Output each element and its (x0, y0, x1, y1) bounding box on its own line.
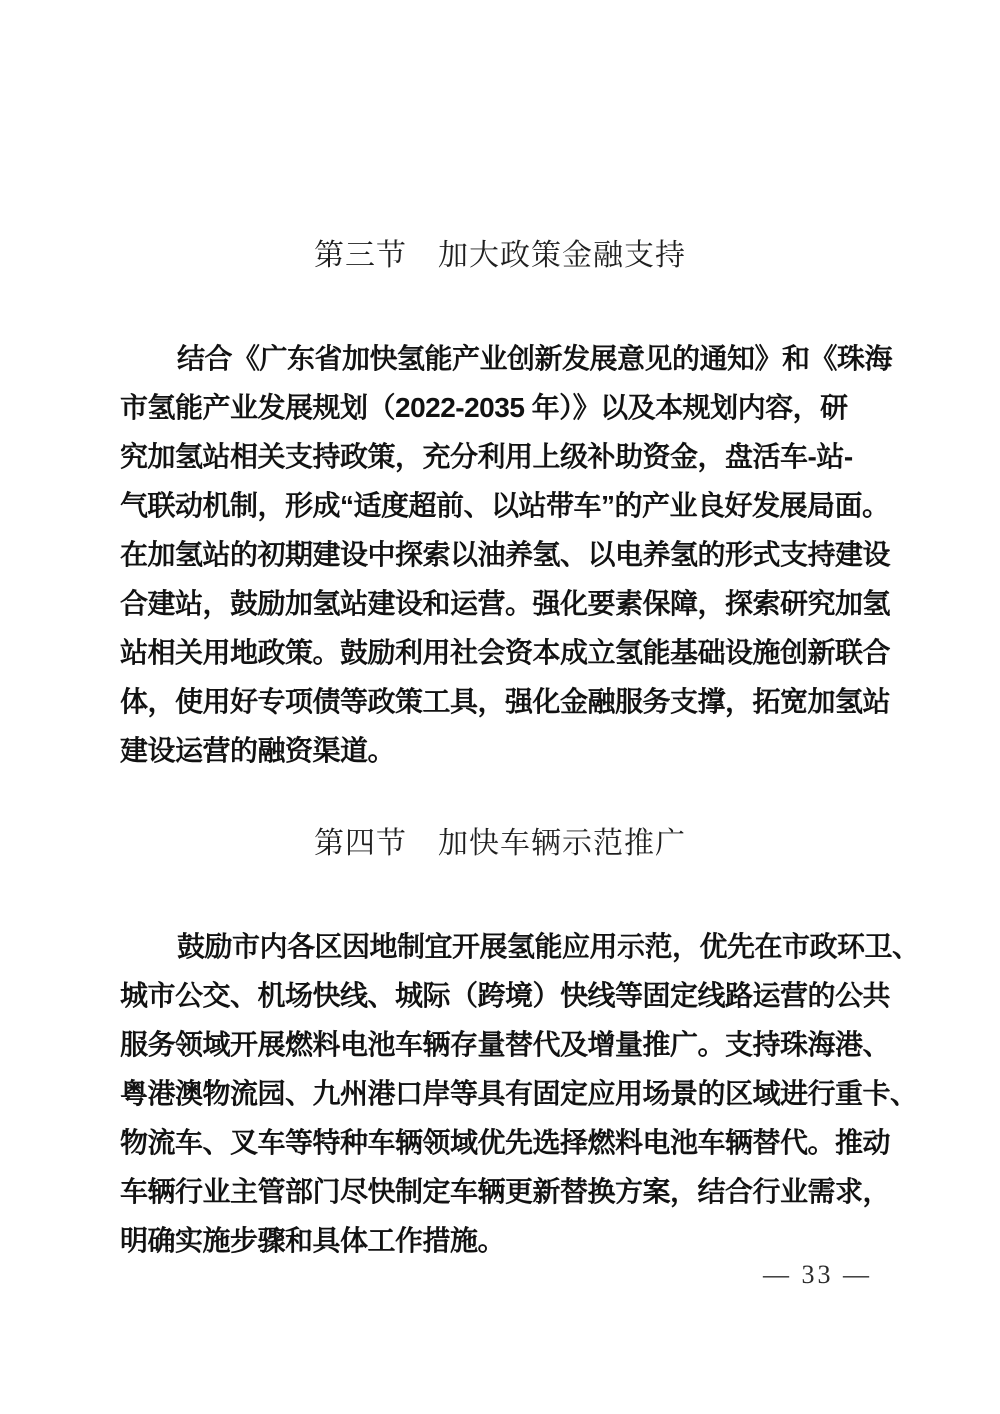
paragraph-line: 体，使用好专项债等政策工具，强化金融服务支撑，拓宽加氢站 (120, 686, 891, 717)
paragraph-line: 城市公交、机场快线、城际（跨境）快线等固定线路运营的公共 (120, 980, 891, 1011)
paragraph-line: 服务领域开展燃料电池车辆存量替代及增量推广。支持珠海港、 (120, 1029, 891, 1060)
paragraph-line: 物流车、叉车等特种车辆领域优先选择燃料电池车辆替代。推动 (120, 1127, 891, 1158)
paragraph-line: 鼓励市内各区因地制宜开展氢能应用示范，优先在市政环卫、 (177, 931, 920, 962)
paragraph-line: 建设运营的融资渠道。 (120, 735, 396, 766)
paragraph-line: 在加氢站的初期建设中探索以油养氢、以电养氢的形式支持建设 (120, 539, 891, 570)
paragraph-line: 粤港澳物流园、九州港口岸等具有固定应用场景的区域进行重卡、 (120, 1078, 918, 1109)
section-heading-4: 第四节 加快车辆示范推广 (314, 827, 686, 860)
paragraph-line: 究加氢站相关支持政策，充分利用上级补助资金，盘活车-站- (120, 441, 853, 472)
paragraph-line: 市氢能产业发展规划（2022-2035 年）》以及本规划内容，研 (120, 392, 848, 423)
page-number: — 33 — (763, 1260, 872, 1289)
paragraph-line: 气联动机制，形成“适度超前、以站带车”的产业良好发展局面。 (120, 490, 890, 521)
paragraph-vehicle-demo (120, 922, 920, 1265)
paragraph-line: 合建站，鼓励加氢站建设和运营。强化要素保障，探索研究加氢 (120, 588, 891, 619)
paragraph-policy-finance (120, 334, 893, 775)
paragraph-line: 站相关用地政策。鼓励利用社会资本成立氢能基础设施创新联合 (120, 637, 891, 668)
paragraph-line: 车辆行业主管部门尽快制定车辆更新替换方案，结合行业需求， (120, 1176, 891, 1207)
paragraph-line: 明确实施步骤和具体工作措施。 (120, 1225, 506, 1256)
section-heading-3: 第三节 加大政策金融支持 (314, 239, 686, 272)
paragraph-line: 结合《广东省加快氢能产业创新发展意见的通知》和《珠海 (177, 343, 893, 374)
